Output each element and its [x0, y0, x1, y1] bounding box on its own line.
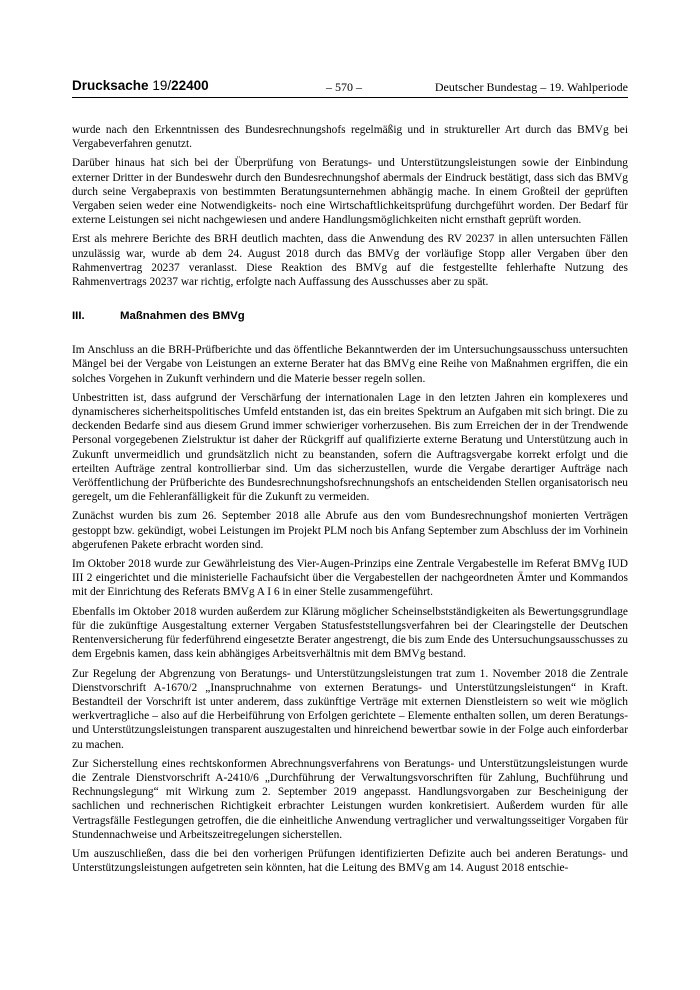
section-heading [72, 309, 628, 323]
document-number: Drucksache 19/22400 [72, 78, 209, 93]
page-header [72, 78, 628, 96]
section-number: III. [72, 310, 85, 323]
paragraph: Im Oktober 2018 wurde zur Gewährleistung des Vier-Augen-Prinzips eine Zentrale Vergabestelle im Referat BMVg IUD III 2 eingerichtet und die ministerielle Fachaufsicht über die Vergabestellen der nachgeordneten Ämter und Kommandos mit der Einrichtung des Referats BMVg A I 6 in einer Stelle zusammengeführt. [72, 558, 628, 599]
publisher-label: Deutscher Bundestag – 19. Wahlperiode [434, 80, 628, 94]
paragraph: Zur Regelung der Abgrenzung von Beratungs- und Unterstützungsleistungen trat zum 1. November 2018 die Zentrale Dienstvorschrift A-1670/2 „Inanspruchnahme von externen Beratungs- und Unterstützungsleistungen“ in Kraft. Bestandteil der Vorschrift ist unter anderem, dass zukünftige Verträge mit externen Dienstleistern so weit wie möglich werkvertragliche – also auf die Herbeiführung von Erfolgen gerichtete – Elemente enthalten sollen, um deren Beratungs- und Unterstützungsleistungen transparent auszugestalten und hinreichend bewertbar sowie in der Folge auch einforderbar zu machen. [72, 667, 628, 751]
paragraph: Darüber hinaus hat sich bei der Überprüfung von Beratungs- und Unterstützungsleistungen sowie der Einbindung externer Dritter in der Bundeswehr durch den Bundesrechnungshof abermals der Eindruck bestätigt, dass sich das BMVg durch seine Vergabepraxis von bestimmten Beratungsunternehmen abhängig mache. In einem Großteil der geprüften Vergaben seien weder eine Notwendigkeits- noch eine Wirtschaftlichkeitsprüfung durchgeführt worden. Der Bedarf für externe Leistungen sei nicht nachgewiesen und andere Handlungsmöglichkeiten nicht ernsthaft geprüft worden. [72, 157, 628, 227]
paragraph: Zunächst wurden bis zum 26. September 2018 alle Abrufe aus den vom Bundesrechnungshof monierten Verträgen gestoppt bzw. gekündigt, wobei Leistungen im Projekt PLM noch bis Anfang September zum Abschluss der im Vorhinein abgerufenen Pakete erbracht worden sind. [72, 510, 628, 551]
paragraph: wurde nach den Erkenntnissen des Bundesrechnungshofs regelmäßig und in struktureller Art durch das BMVg bei Vergabeverfahren genutzt. [72, 124, 628, 151]
section-title: Maßnahmen des BMVg [120, 310, 245, 323]
paragraph: Zur Sicherstellung eines rechtskonformen Abrechnungsverfahrens von Beratungs- und Unterstützungsleistungen wurde die Zentrale Dienstvorschrift A-2410/6 „Durchführung der Verwaltungsvorschriften für Zahlung, Buchführung und Rechnungslegung“ mit Wirkung zum 2. September 2019 angepasst. Handlungsvorgaben zur Bescheinigung der sachlichen und rechnerischen Richtigkeit erbrachter Leistungen wurden konkretisiert. Außerdem wurden für alle Vertragsfälle Festlegungen getroffen, die die einheitliche Anwendung vertraglicher und verwaltungsseitiger Vorgaben für Stundennachweise und Arbeitszeitregelungen sicherstellen. [72, 757, 628, 841]
body-text [72, 123, 628, 880]
paragraph: Im Anschluss an die BRH-Prüfberichte und das öffentliche Bekanntwerden der im Untersuchungsausschuss untersuchten Mängel bei der Vergabe von Leistungen an externe Berater hat das BMVg eine Reihe von Maßnahmen ergriffen, die ein solches Vorgehen in Zukunft verhindern und die Materie besser regeln sollen. [72, 344, 628, 385]
paragraph: Erst als mehrere Berichte des BRH deutlich machten, dass die Anwendung des RV 20237 in allen untersuchten Fällen unzulässig war, wurde ab dem 24. August 2018 durch das BMVg der vorläufige Stopp aller Vergaben über den Rahmenvertrag 20237 veranlasst. Diese Reaktion des BMVg auf die festgestellte fehlerhafte Nutzung des Rahmenvertrags 20237 war richtig, erfolgte nach Auffassung des Ausschusses aber zu spät. [72, 233, 628, 289]
header-rule [72, 97, 628, 98]
paragraph: Um auszuschließen, dass die bei den vorherigen Prüfungen identifizierten Defizite auch bei anderen Beratungs- und Unterstützungsleistungen aufgetreten sein könnten, hat die Leitung des BMVg am 14. August 2018 entschie- [72, 847, 628, 875]
paragraph: Ebenfalls im Oktober 2018 wurden außerdem zur Klärung möglicher Scheinselbstständigkeiten als Bewertungsgrundlage für die zukünftige Ausgestaltung externer Vergaben Statusfeststellungsverfahren bei der Clearingstelle der Deutschen Rentenversicherung für federführend eingesetzte Berater angestrengt, die bis zum Ende des Untersuchungsausschusses zu dem Ergebnis kamen, dass kein abhängiges Arbeitsverhältnis mit dem BMVg bestand. [72, 605, 628, 661]
page-number: – 570 – [326, 80, 362, 94]
paragraph: Unbestritten ist, dass aufgrund der Verschärfung der internationalen Lage in den letzten Jahren ein komplexeres und dynamischeres sicherheitspolitisches Umfeld entstanden ist, das ein breites Spektrum an Aufgaben mit sich bringt. Die zu deckenden Bedarfe sind aus diesem Grund immer schwieriger vorherzusehen. Bis zum Erreichen der in der Trendwende Personal vorgegebenen Zielstruktur ist daher der Rückgriff auf qualifizierte externe Beratung und Unterstützung auch in Zukunft unvermeidlich und grundsätzlich nicht zu beanstanden, sofern die Auftragsvergabe korrekt erfolgt und die erteilten Aufträge zentral kontrollierbar sind. Um das sicherzustellen, wurde die Vergabe derartiger Aufträge nach Veröffentlichung der Prüfberichte des Bundesrechnungshofsrechnungshofs an entscheidenden Stellen organisatorisch neu geregelt, um die Fehleranfälligkeit für die Zukunft zu vermeiden. [72, 391, 628, 504]
